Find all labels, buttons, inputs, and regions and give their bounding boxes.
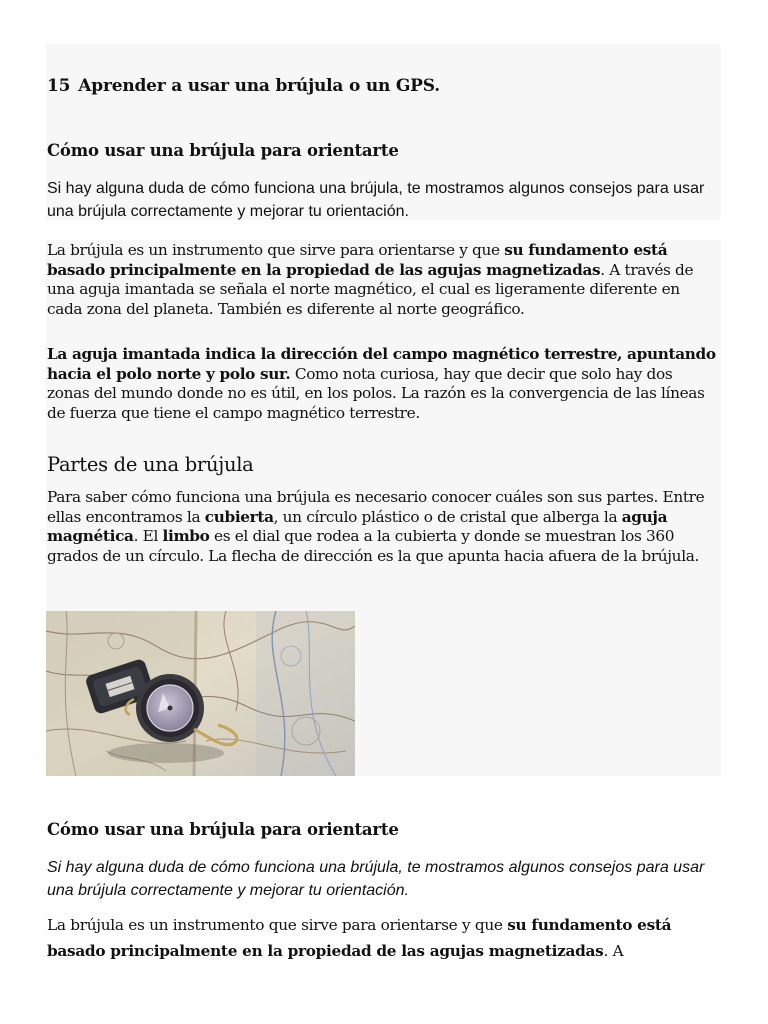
title-text: Aprender a usar una brújula o un GPS.	[78, 76, 440, 96]
text-run: Para saber cómo funciona una brújula es necesario conocer cuáles son sus partes. Entre ellas encontramos la	[47, 488, 705, 526]
intro-paragraph: Si hay alguna duda de cómo funciona una brújula, te mostramos algunos consejos para usar una brújula correctamente y mejorar tu orientación.	[47, 180, 705, 220]
text-run: La brújula es un instrumento que sirve para orientarse y que	[47, 241, 505, 259]
section-number: 15	[47, 76, 71, 96]
text-run: , un círculo plástico o de cristal que alberga la	[273, 507, 622, 526]
bold-run: limbo	[162, 527, 210, 545]
intro-paragraph-italic: Si hay alguna duda de cómo funciona una brújula, te mostramos algunos consejos para usar una brújula correctamente y mejorar tu orientación.	[47, 859, 705, 899]
bold-run: aguja magnética	[47, 507, 668, 545]
compass-on-map-image	[46, 611, 355, 776]
page-title	[47, 74, 719, 98]
paragraph-compass-definition-repeat	[47, 912, 719, 964]
text-run: Como nota curiosa, hay que decir que solo hay dos zonas del mundo donde no es útil, en los polos. La razón es la convergencia de las líneas de fuerza que tiene el campo magnético terrestre.	[47, 364, 705, 422]
section-heading-how-to-use-repeat: Cómo usar una brújula para orientarte	[47, 820, 399, 839]
text-run: es el dial que rodea a la cubierta y donde se muestran los 360 grados de un círculo. La flecha de dirección es la que apunta hacia afuera de la brújula.	[47, 527, 700, 565]
text-run: La brújula es un instrumento que sirve para orientarse y que	[47, 916, 508, 934]
text-run: . A	[603, 942, 624, 960]
bold-run: su fundamento está basado principalmente en la propiedad de las agujas magnetizadas	[47, 241, 668, 279]
text-run: . El	[133, 527, 163, 545]
text-run: . A través de una aguja imantada se señala el norte magnético, el cual es ligeramente diferente en cada zona del planeta. También es diferente al norte geográfico.	[47, 260, 694, 318]
paragraph-magnetic-needle	[47, 345, 719, 423]
section-heading-how-to-use: Cómo usar una brújula para orientarte	[47, 141, 399, 160]
bold-run: cubierta	[204, 507, 274, 526]
bold-run: su fundamento está basado principalmente en la propiedad de las agujas magnetizadas	[47, 916, 672, 960]
section-heading-compass-parts: Partes de una brújula	[47, 453, 254, 476]
paragraph-compass-parts	[47, 488, 719, 566]
bold-run: La aguja imantada indica la dirección del campo magnético terrestre, apuntando hacia el polo norte y polo sur.	[47, 345, 716, 383]
paragraph-compass-definition	[47, 241, 719, 319]
